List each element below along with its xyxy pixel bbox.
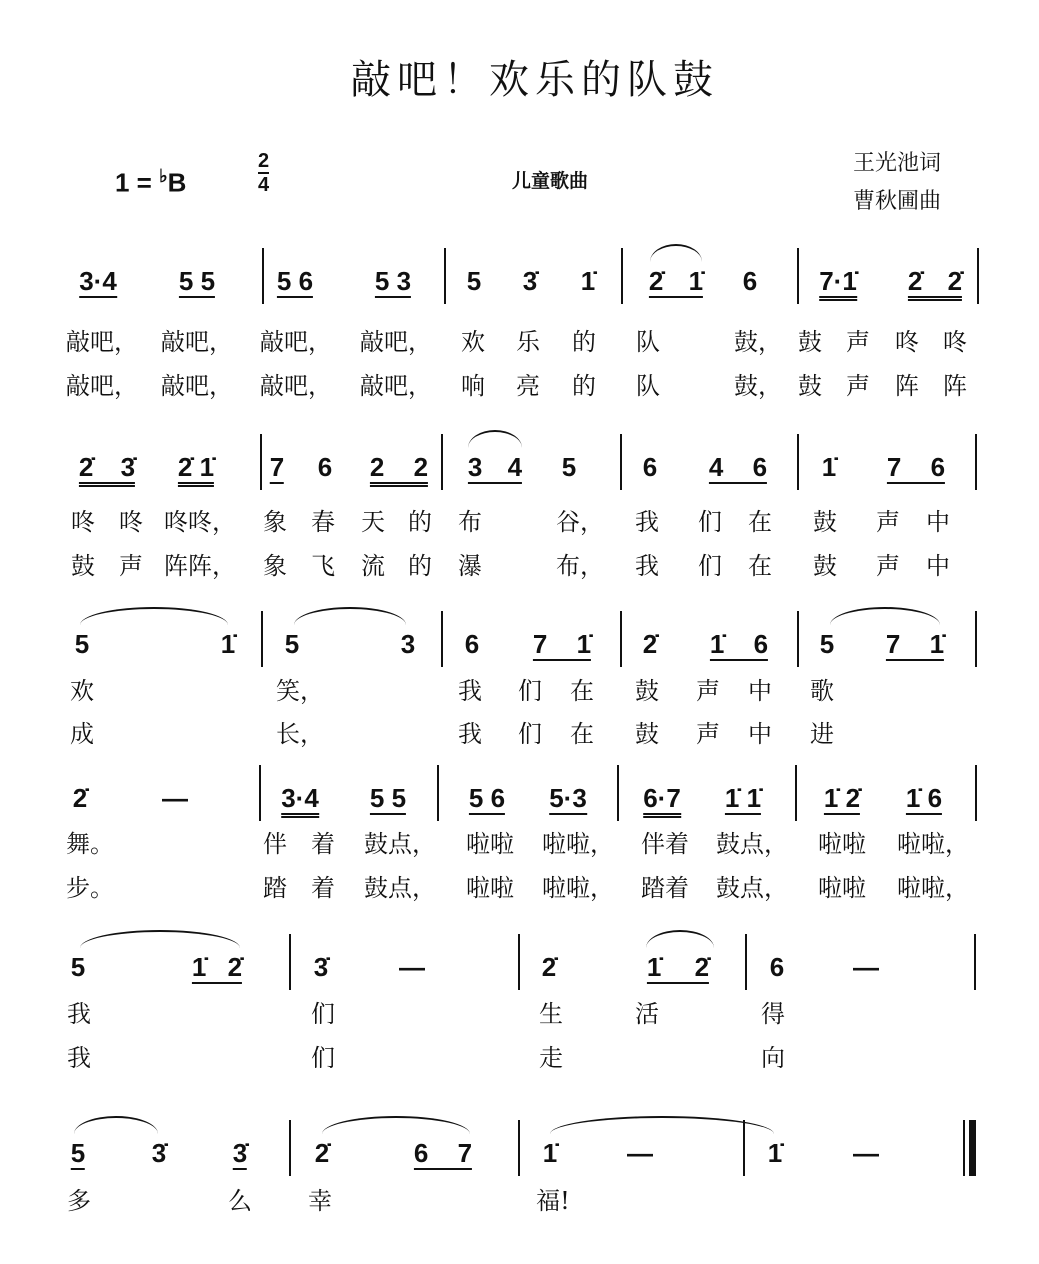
time-signature	[258, 150, 269, 196]
lyric: 布	[458, 508, 482, 536]
lyric: 的	[408, 552, 432, 580]
slur	[80, 930, 240, 948]
note-group: 7·1̇	[819, 266, 857, 301]
note: 7	[269, 452, 285, 482]
lyric: 敲吧，	[360, 372, 432, 400]
lyric: 敲吧，	[360, 328, 432, 356]
barline	[617, 765, 619, 821]
lyric: 踏	[263, 874, 287, 902]
dash: —	[853, 952, 879, 982]
lyric: 鼓	[798, 328, 822, 356]
note: 5	[466, 266, 482, 296]
slur	[294, 607, 406, 625]
note-group: 5 5	[369, 783, 407, 813]
lyric: 咚咚，	[164, 508, 236, 536]
lyric: 敲吧，	[161, 372, 233, 400]
lyric: 声	[696, 720, 720, 748]
lyric: 们	[518, 720, 542, 748]
lyric: 鼓，	[734, 328, 782, 356]
lyric: 中	[748, 677, 772, 705]
staff-row-6	[0, 1138, 1039, 1198]
lyric: 福!	[536, 1187, 570, 1215]
note-group: 3 4	[467, 452, 523, 482]
barline	[975, 611, 977, 667]
lyric: 踏着	[641, 874, 689, 902]
note-group: 1̇ 2̇	[646, 952, 710, 982]
barline	[441, 611, 443, 667]
lyric: 象	[263, 552, 287, 580]
note-group: 5 3	[374, 266, 412, 296]
barline	[745, 934, 747, 990]
lyric: 咚	[71, 508, 95, 536]
lyric: 队	[636, 328, 660, 356]
lyric: 伴	[263, 830, 287, 858]
note: 5	[70, 952, 86, 982]
lyric: 得	[761, 1000, 785, 1028]
slur	[830, 607, 940, 625]
barline	[620, 611, 622, 667]
lyric: 的	[572, 328, 596, 356]
time-denominator: 4	[258, 174, 270, 196]
staff-row-5	[0, 952, 1039, 1012]
barline	[518, 1120, 520, 1176]
lyric: 阵	[943, 372, 967, 400]
lyric: 们	[518, 677, 542, 705]
final-barline-thick	[969, 1120, 976, 1176]
note: 3	[400, 629, 416, 659]
lyric: 活	[635, 1000, 659, 1028]
barline	[621, 248, 623, 304]
lyric: 啦啦，	[897, 830, 969, 858]
note: 5	[70, 1138, 86, 1168]
key-signature	[115, 166, 186, 199]
note: 1̇	[580, 266, 596, 296]
lyric: 舞。	[66, 830, 114, 858]
staff-row-1	[0, 266, 1039, 326]
lyric: 敲吧，	[161, 328, 233, 356]
lyric: 敲吧，	[66, 372, 138, 400]
barline	[289, 1120, 291, 1176]
final-barline-thin	[963, 1120, 965, 1176]
lyric: 象	[263, 508, 287, 536]
barline	[795, 765, 797, 821]
lyric: 啦啦，	[897, 874, 969, 902]
lyric: 鼓点，	[716, 830, 788, 858]
lyric: 队	[636, 372, 660, 400]
note: 3̇	[522, 266, 538, 296]
lyric: 伴着	[641, 830, 689, 858]
barline	[620, 434, 622, 490]
lyric: 啦啦	[466, 830, 514, 858]
barline	[975, 434, 977, 490]
lyric: 欢	[461, 328, 485, 356]
note-group: 2̇ 1̇	[648, 266, 704, 296]
lyric: 步。	[66, 874, 114, 902]
lyric: 长，	[276, 720, 324, 748]
lyric: 走	[539, 1044, 563, 1072]
lyric: 幸	[308, 1187, 332, 1215]
note: 3̇	[232, 1138, 248, 1168]
lyric: 我	[67, 1044, 91, 1072]
lyric: 瀑	[458, 552, 482, 580]
lyric: 鼓点，	[364, 874, 436, 902]
note: 5	[561, 452, 577, 482]
note: 2̇	[541, 952, 557, 982]
dash: —	[853, 1138, 879, 1168]
note-group: 4 6	[708, 452, 768, 482]
note: 6	[464, 629, 480, 659]
lyric: 在	[570, 677, 594, 705]
note-group: 1̇ 2̇	[191, 952, 243, 982]
note-group: 3·4	[79, 266, 117, 296]
lyric: 着	[311, 830, 335, 858]
lyric: 咚	[119, 508, 143, 536]
lyric: 么	[228, 1187, 252, 1215]
note: 6	[317, 452, 333, 482]
lyric: 笑，	[276, 677, 324, 705]
key-note: B	[167, 167, 187, 198]
lyric: 啦啦	[818, 830, 866, 858]
lyric: 鼓	[813, 552, 837, 580]
lyric: 鼓点，	[716, 874, 788, 902]
key-prefix: 1 =	[115, 167, 160, 198]
note-group: 7 1̇	[532, 629, 592, 659]
barline	[975, 765, 977, 821]
lyric: 在	[748, 508, 772, 536]
slur	[646, 930, 714, 948]
lyric: 中	[926, 508, 950, 536]
note: 5	[74, 629, 90, 659]
note-group: 1̇ 6	[905, 783, 943, 813]
lyric: 阵阵，	[164, 552, 236, 580]
lyric: 生	[539, 1000, 563, 1028]
barline	[444, 248, 446, 304]
note-group: 3·4	[281, 783, 319, 818]
lyric: 中	[926, 552, 950, 580]
lyric: 鼓	[813, 508, 837, 536]
lyric: 中	[748, 720, 772, 748]
note: 2̇	[314, 1138, 330, 1168]
lyric: 谷，	[556, 508, 604, 536]
barline	[797, 434, 799, 490]
barline	[441, 434, 443, 490]
lyric: 啦啦	[466, 874, 514, 902]
lyric: 在	[570, 720, 594, 748]
note-group: 2̇ 1̇	[178, 452, 214, 487]
lyric: 们	[311, 1000, 335, 1028]
slur	[74, 1116, 158, 1134]
lyric: 我	[458, 677, 482, 705]
note-group: 6·7	[643, 783, 681, 818]
lyric: 天	[361, 508, 385, 536]
lyric: 我	[67, 1000, 91, 1028]
barline	[259, 765, 261, 821]
note-group: 1̇ 2̇	[823, 783, 861, 813]
lyric: 飞	[311, 552, 335, 580]
lyric: 我	[458, 720, 482, 748]
note-group: 2 2	[370, 452, 428, 487]
lyric: 咚	[895, 328, 919, 356]
lyric: 歌	[810, 677, 834, 705]
lyric: 声	[846, 372, 870, 400]
lyric: 欢	[70, 677, 94, 705]
note: 3̇	[151, 1138, 167, 1168]
note: 1̇	[767, 1138, 783, 1168]
lyric: 鼓	[798, 372, 822, 400]
note-group: 1̇ 1̇	[724, 783, 762, 813]
lyric: 声	[846, 328, 870, 356]
slur	[322, 1116, 470, 1134]
note-group: 5·3	[549, 783, 587, 813]
lyric: 鼓	[635, 720, 659, 748]
lyric: 向	[761, 1044, 785, 1072]
lyric: 在	[748, 552, 772, 580]
tie	[550, 1116, 774, 1134]
barline	[797, 248, 799, 304]
lyric: 敲吧，	[260, 372, 332, 400]
note: 2̇	[72, 783, 88, 813]
lyric: 的	[408, 508, 432, 536]
slur	[80, 607, 228, 625]
note-group: 1̇ 6	[709, 629, 769, 659]
lyric: 们	[311, 1044, 335, 1072]
lyric: 啦啦，	[542, 830, 614, 858]
dash: —	[162, 783, 188, 813]
note: 6	[642, 452, 658, 482]
note: 1̇	[542, 1138, 558, 1168]
barline	[797, 611, 799, 667]
note-group: 2̇ 3̇	[79, 452, 135, 487]
dash: —	[627, 1138, 653, 1168]
lyric: 啦啦	[818, 874, 866, 902]
lyric: 声	[119, 552, 143, 580]
lyric: 鼓	[635, 677, 659, 705]
barline	[260, 434, 262, 490]
lyric: 咚	[943, 328, 967, 356]
lyric: 成	[70, 720, 94, 748]
note: 5	[819, 629, 835, 659]
flat-sign: ♭	[159, 166, 168, 186]
barline	[289, 934, 291, 990]
song-title: 敲吧！欢乐的队鼓	[351, 57, 719, 103]
note-group: 5 6	[276, 266, 314, 296]
composer-credit: 曹秋圃曲	[852, 189, 942, 214]
barline	[974, 934, 976, 990]
lyric: 声	[696, 677, 720, 705]
note: 2̇	[642, 629, 658, 659]
lyric: 敲吧，	[66, 328, 138, 356]
note-group: 2̇ 2̇	[908, 266, 962, 301]
note-group: 5 6	[468, 783, 506, 813]
lyric: 们	[698, 552, 722, 580]
lyric: 流	[361, 552, 385, 580]
lyric: 我	[635, 552, 659, 580]
time-numerator: 2	[258, 150, 270, 172]
note: 6	[742, 266, 758, 296]
lyric: 乐	[516, 328, 540, 356]
note-group: 5 5	[178, 266, 216, 296]
genre-label: 儿童歌曲	[511, 170, 589, 192]
barline	[977, 248, 979, 304]
lyric: 阵	[895, 372, 919, 400]
note: 3̇	[313, 952, 329, 982]
lyric: 啦啦，	[542, 874, 614, 902]
lyric: 我	[635, 508, 659, 536]
barline	[518, 934, 520, 990]
lyric: 多	[67, 1187, 91, 1215]
lyric: 们	[698, 508, 722, 536]
lyric: 布，	[556, 552, 604, 580]
barline	[743, 1120, 745, 1176]
lyric: 亮	[516, 372, 540, 400]
lyric: 鼓	[71, 552, 95, 580]
note: 1̇	[821, 452, 837, 482]
note: 1̇	[220, 629, 236, 659]
note-group: 7 6	[886, 452, 946, 482]
barline	[437, 765, 439, 821]
lyric: 响	[461, 372, 485, 400]
lyric: 声	[876, 508, 900, 536]
note-group: 7 1̇	[885, 629, 945, 659]
lyric: 敲吧，	[260, 328, 332, 356]
slur	[650, 244, 702, 262]
note: 6	[769, 952, 785, 982]
dash: —	[399, 952, 425, 982]
barline	[262, 248, 264, 304]
lyric: 进	[810, 720, 834, 748]
lyric: 鼓点，	[364, 830, 436, 858]
slur	[468, 430, 522, 448]
lyric: 着	[311, 874, 335, 902]
note: 5	[284, 629, 300, 659]
lyric: 声	[876, 552, 900, 580]
lyric: 的	[572, 372, 596, 400]
note-group: 6 7	[413, 1138, 473, 1168]
lyricist-credit: 王光池词	[852, 151, 942, 176]
staff-row-4	[0, 783, 1039, 843]
barline	[261, 611, 263, 667]
lyric: 春	[311, 508, 335, 536]
lyric: 鼓，	[734, 372, 782, 400]
